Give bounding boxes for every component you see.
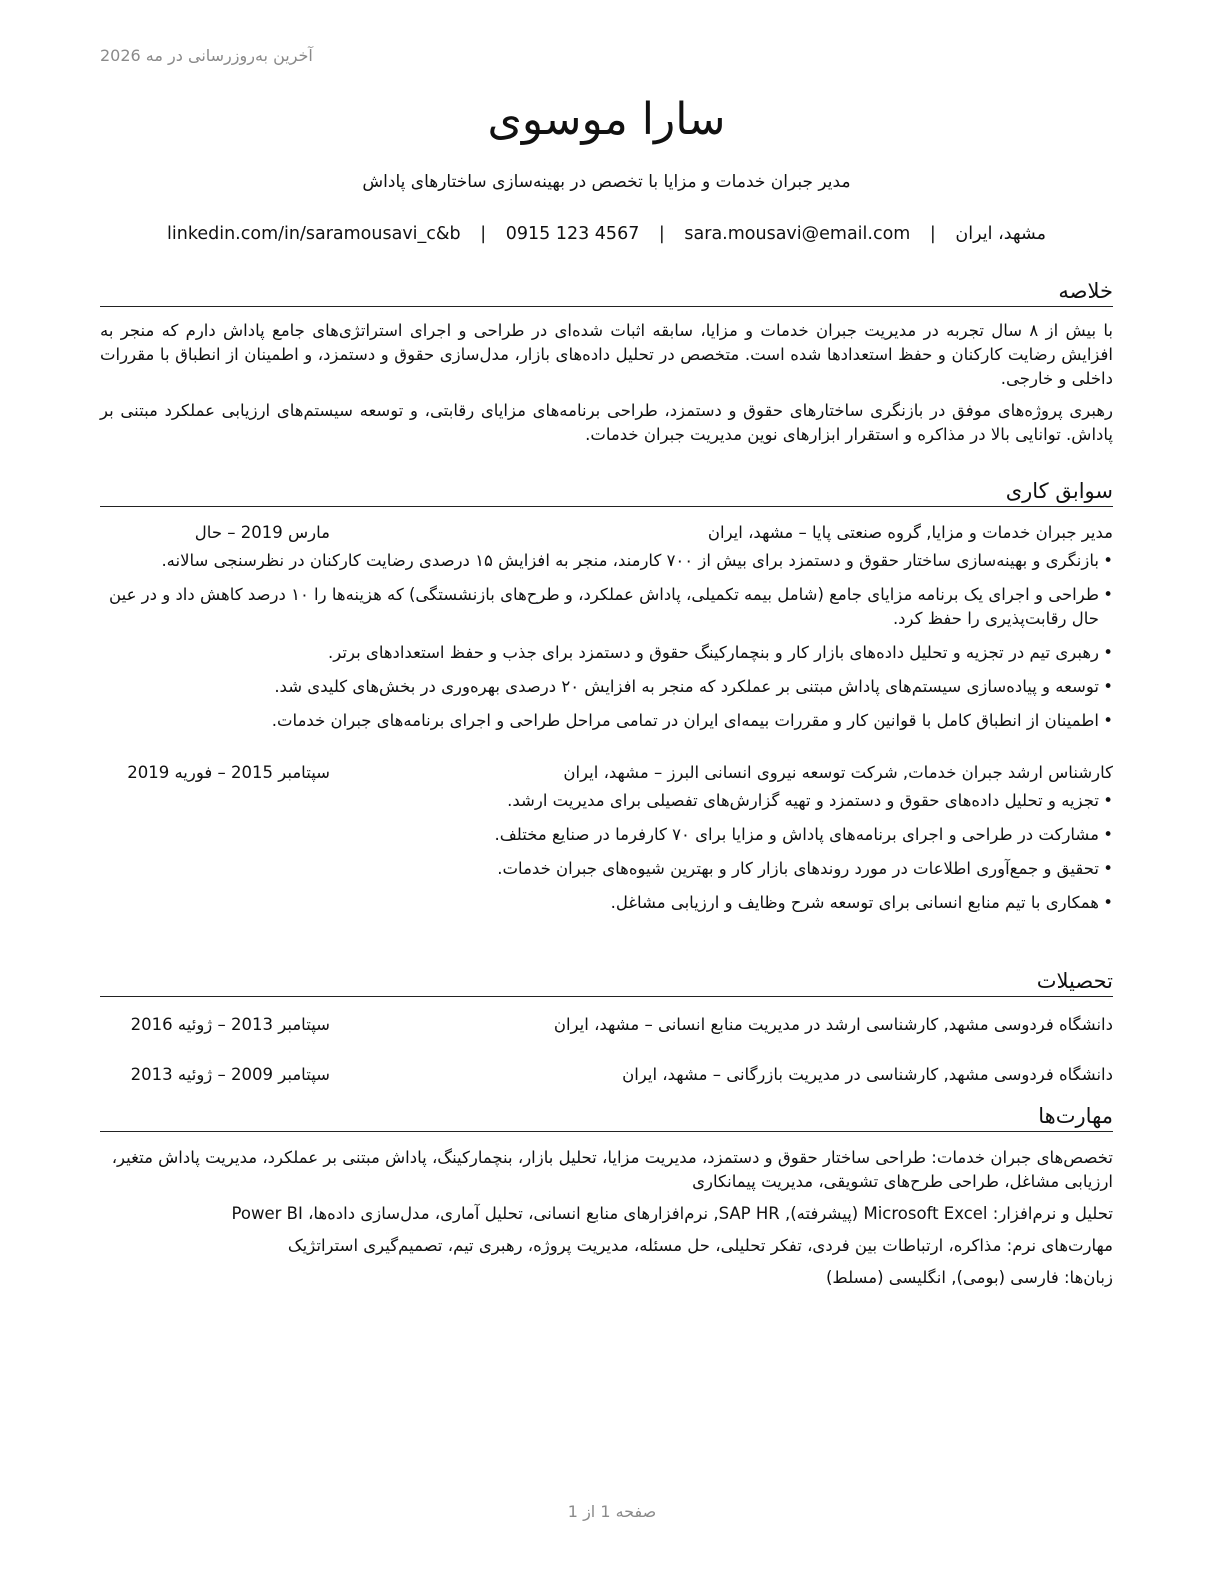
education-degree: دانشگاه فردوسی مشهد, کارشناسی در مدیریت بازرگانی – مشهد، ایران	[622, 1065, 1113, 1084]
education-entry	[100, 1013, 1113, 1037]
summary-section	[100, 276, 1113, 447]
job-header	[100, 521, 1113, 545]
skill-line: تحلیل و نرم‌افزار: Microsoft Excel (پیشرفته), SAP HR, نرم‌افزارهای منابع انسانی، تحلیل آماری، مدل‌سازی داده‌ها، Power BI	[231, 1204, 1113, 1223]
contact-line	[100, 224, 1113, 244]
skill-line: زبان‌ها: فارسی (بومی), انگلیسی (مسلط)	[825, 1268, 1113, 1287]
email-link[interactable]: sara.mousavi@email.com	[684, 224, 911, 244]
job-entry	[100, 521, 1113, 733]
job-header	[100, 761, 1113, 785]
job-bullet: • تجزیه و تحلیل داده‌های حقوق و دستمزد و تهیه گزارش‌های تفصیلی برای مدیریت ارشد.	[100, 789, 1113, 813]
phone: 0915 123 4567	[505, 224, 640, 244]
job-role: مدیر جبران خدمات و مزایا, گروه صنعتی پایا – مشهد، ایران	[707, 523, 1113, 542]
education-section	[100, 966, 1113, 1087]
job-bullet: • بازنگری و بهینه‌سازی ساختار حقوق و دستمزد برای بیش از ۷۰۰ کارمند، منجر به افزایش ۱۵ درصدی رضایت کارکنان در نظرسنجی سالانه.	[100, 549, 1113, 573]
last-updated-note: آخرین به‌روزرسانی در مه 2026	[100, 46, 313, 65]
job-role: کارشناس ارشد جبران خدمات, شرکت توسعه نیروی انسانی البرز – مشهد، ایران	[563, 763, 1113, 782]
job-entry	[100, 761, 1113, 915]
job-bullet: • همکاری با تیم منابع انسانی برای توسعه شرح وظایف و ارزیابی مشاغل.	[100, 891, 1113, 915]
headline: مدیر جبران خدمات و مزایا با تخصص در بهینه‌سازی ساختارهای پاداش	[362, 172, 851, 192]
education-dates: سپتامبر 2009 – ژوئیه 2013	[130, 1065, 330, 1084]
job-bullet: • مشارکت در طراحی و اجرای برنامه‌های پاداش و مزایا برای ۷۰ کارفرما در صنایع مختلف.	[100, 823, 1113, 847]
section-title-summary: خلاصه	[100, 276, 1113, 307]
job-dates: سپتامبر 2015 – فوریه 2019	[127, 763, 330, 782]
education-entry	[100, 1063, 1113, 1087]
summary-paragraph: با بیش از ۸ سال تجربه در مدیریت جبران خدمات و مزایا، سابقه اثبات شده‌ای در طراحی و اجرای استراتژی‌های جامع پاداش دارم که منجر به افزایش رضایت کارکنان و حفظ استعدادها شده است. متخصص در تحلیل داده‌های بازار، مدل‌سازی حقوق و دستمزد، و اطمینان از انطباق با مقررات داخلی و خارجی.	[100, 321, 1113, 388]
skill-line: تخصص‌های جبران خدمات: طراحی ساختار حقوق و دستمزد، مدیریت مزایا، تحلیل بازار، بنچمارکینگ، پاداش مبتنی بر عملکرد، مدیریت پاداش متغیر، ارزیابی مشاغل، طراحی طرح‌های تشویقی، مدیریت پیمانکاری	[111, 1148, 1113, 1191]
skill-line: مهارت‌های نرم: مذاکره، ارتباطات بین فردی، تفکر تحلیلی، حل مسئله، مدیریت پروژه، رهبری تیم، تصمیم‌گیری استراتژیک	[287, 1236, 1113, 1255]
candidate-name: سارا موسوی	[487, 94, 726, 145]
job-bullet: • تحقیق و جمع‌آوری اطلاعات در مورد روندهای بازار کار و بهترین شیوه‌های جبران خدمات.	[100, 857, 1113, 881]
section-title-skills: مهارت‌ها	[100, 1101, 1113, 1132]
summary-paragraph: رهبری پروژه‌های موفق در بازنگری ساختارهای حقوق و دستمزد، طراحی برنامه‌های مزایای رقابتی، و توسعه سیستم‌های ارزیابی عملکرد مبتنی بر پاداش. توانایی بالا در مذاکره و استقرار ابزارهای نوین مدیریت جبران خدمات.	[100, 401, 1113, 444]
education-degree: دانشگاه فردوسی مشهد, کارشناسی ارشد در مدیریت منابع انسانی – مشهد، ایران	[553, 1015, 1113, 1034]
linkedin-link[interactable]: linkedin.com/in/saramousavi_c&b	[167, 224, 461, 244]
job-bullet: • طراحی و اجرای یک برنامه مزایای جامع (شامل بیمه تکمیلی، پاداش عملکرد، و طرح‌های بازنشستگی) که هزینه‌ها را ۱۰ درصد کاهش داد و در عین حال رقابت‌پذیری را حفظ کرد.	[100, 583, 1113, 631]
experience-section	[100, 476, 1113, 915]
separator: |	[480, 224, 487, 244]
job-bullet: • اطمینان از انطباق کامل با قوانین کار و مقررات بیمه‌ای ایران در تمامی مراحل طراحی و اجرای برنامه‌های جبران خدمات.	[100, 709, 1113, 733]
page-number: صفحه 1 از 1	[567, 1502, 657, 1521]
job-bullet: • توسعه و پیاده‌سازی سیستم‌های پاداش مبتنی بر عملکرد که منجر به افزایش ۲۰ درصدی بهره‌وری در بخش‌های کلیدی شد.	[100, 675, 1113, 699]
job-bullets	[100, 549, 1113, 733]
separator: |	[929, 224, 936, 244]
job-bullets	[100, 789, 1113, 915]
job-dates: مارس 2019 – حال	[194, 523, 330, 542]
job-bullet: • رهبری تیم در تجزیه و تحلیل داده‌های بازار کار و بنچمارکینگ حقوق و دستمزد برای جذب و حفظ استعدادهای برتر.	[100, 641, 1113, 665]
section-title-experience: سوابق کاری	[100, 476, 1113, 507]
education-dates: سپتامبر 2013 – ژوئیه 2016	[130, 1015, 330, 1034]
section-title-education: تحصیلات	[100, 966, 1113, 997]
skills-section	[100, 1101, 1113, 1290]
location: مشهد، ایران	[955, 224, 1046, 244]
separator: |	[658, 224, 665, 244]
